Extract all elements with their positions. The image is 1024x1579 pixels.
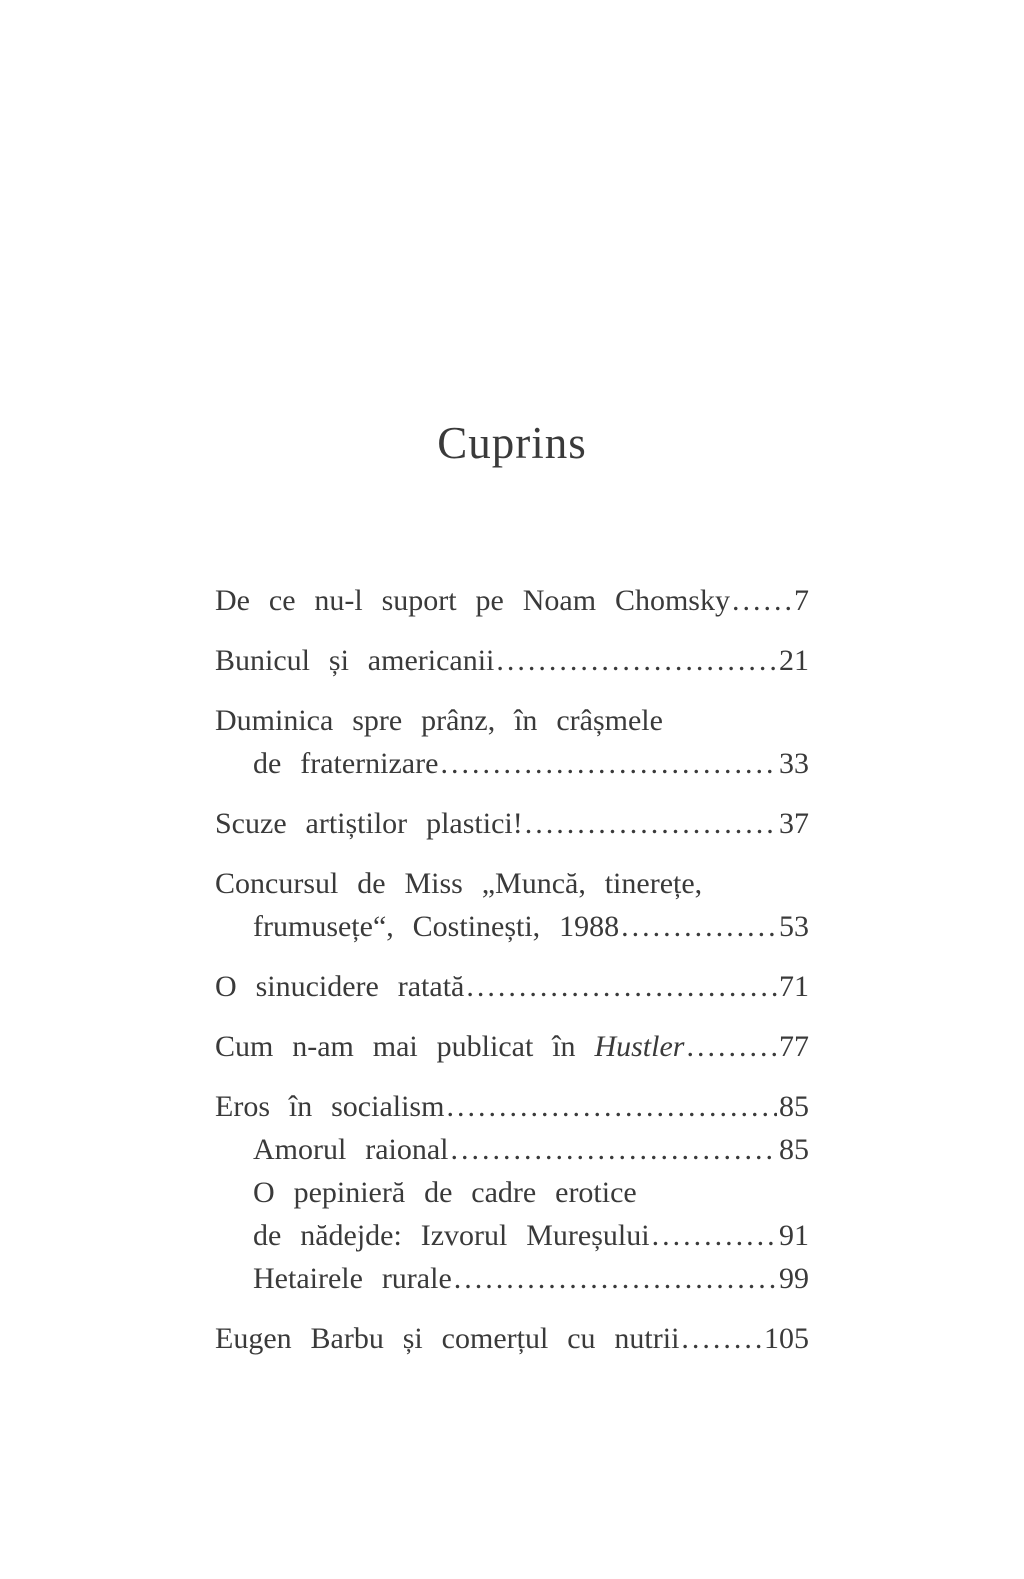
dot-leader (732, 579, 792, 622)
dot-leader (451, 1128, 777, 1171)
dot-leader (466, 965, 777, 1008)
toc-entry-title: O sinucidere ratată (215, 970, 465, 1004)
toc-line (215, 1171, 809, 1214)
dot-leader (496, 639, 777, 682)
toc-entry-title: de fraternizare (253, 747, 439, 781)
toc-entry-title: De ce nu-l suport pe Noam Chomsky (215, 584, 730, 618)
toc-entry-title: de nădejde: Izvorul Mureșului (253, 1219, 650, 1253)
toc-subentry (215, 1257, 809, 1300)
toc-entry-title: O pepinieră de cadre erotice (253, 1176, 637, 1210)
page-number: 21 (779, 644, 809, 678)
toc-entry (215, 1025, 809, 1068)
toc-title: Cuprins (437, 418, 587, 468)
toc-line (215, 1257, 809, 1300)
dot-leader (525, 802, 777, 845)
page-number: 99 (779, 1262, 809, 1296)
toc-subentry (215, 1171, 809, 1257)
toc-line (215, 742, 809, 785)
page-number: 37 (779, 807, 809, 841)
toc-line (215, 1025, 809, 1068)
page-number: 71 (779, 970, 809, 1004)
toc-entry (215, 965, 809, 1008)
toc-line (215, 1085, 809, 1128)
toc-entry (215, 802, 809, 845)
toc-subentry (215, 1128, 809, 1171)
toc-entry-title: frumusețe“, Costinești, 1988 (253, 910, 620, 944)
page-number: 53 (779, 910, 809, 944)
toc-entry-title: Amorul raional (253, 1133, 449, 1167)
toc-line (215, 699, 809, 742)
page-number: 85 (779, 1133, 809, 1167)
toc-line (215, 1128, 809, 1171)
toc-entry-title: Scuze artiștilor plastici! (215, 807, 523, 841)
toc-entry-title: Bunicul și americanii (215, 644, 495, 678)
page-number: 85 (779, 1090, 809, 1124)
toc-line (215, 965, 809, 1008)
toc-entry (215, 639, 809, 682)
toc-line (215, 905, 809, 948)
toc-entry-title: Duminica spre prânz, în crâșmele (215, 704, 663, 738)
toc-entry-title: Eros în socialism (215, 1090, 445, 1124)
page-number: 105 (764, 1322, 809, 1356)
toc-entry-title: Hetairele rurale (253, 1262, 452, 1296)
toc-entry-title: Cum n-am mai publicat în Hustler (215, 1030, 685, 1064)
toc-line (215, 639, 809, 682)
page-number: 91 (779, 1219, 809, 1253)
dot-leader (652, 1214, 777, 1257)
toc-line (215, 862, 809, 905)
page-number: 33 (779, 747, 809, 781)
toc-line (215, 579, 809, 622)
dot-leader (454, 1257, 777, 1300)
dot-leader (446, 1085, 777, 1128)
toc-entry (215, 1085, 809, 1128)
toc-entry (215, 862, 809, 948)
toc-entry-title: Concursul de Miss „Muncă, tinerețe, (215, 867, 703, 901)
toc-line (215, 802, 809, 845)
page-number: 77 (779, 1030, 809, 1064)
dot-leader (681, 1317, 762, 1360)
toc-entry (215, 699, 809, 785)
toc-line (215, 1317, 809, 1360)
toc-line (215, 1214, 809, 1257)
toc-entry-title: Eugen Barbu și comerțul cu nutrii (215, 1322, 680, 1356)
page-number: 7 (794, 584, 809, 618)
dot-leader (621, 905, 777, 948)
dot-leader (686, 1025, 777, 1068)
toc-entries (215, 579, 809, 1360)
toc-entry (215, 1317, 809, 1360)
dot-leader (440, 742, 777, 785)
toc-entry (215, 579, 809, 622)
